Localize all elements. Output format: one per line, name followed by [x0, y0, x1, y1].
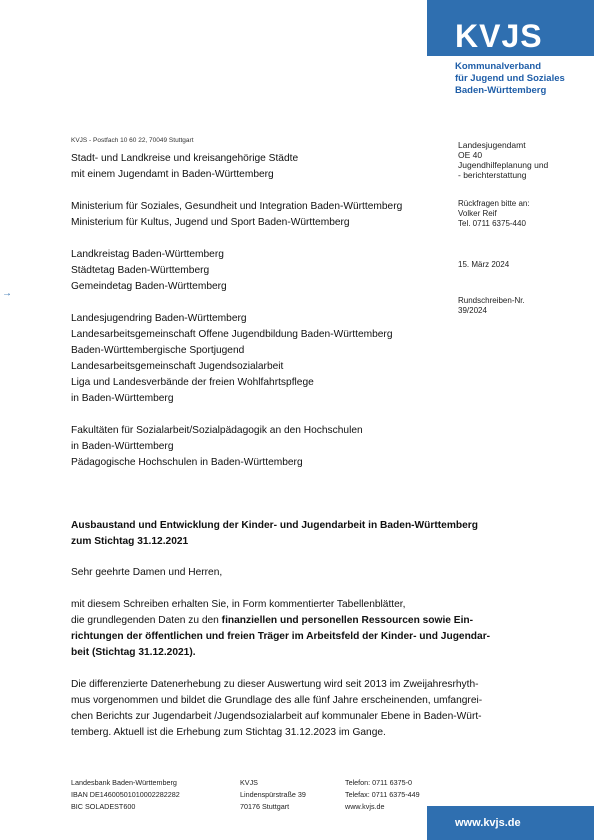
logo-line: Baden-Württemberg [455, 85, 547, 96]
url-badge-link[interactable]: www.kvjs.de [455, 817, 521, 829]
body-line: chen Berichts zur Jugendarbeit /Jugendsozialarbeit auf kommunaler Ebene in Baden-Würt- [71, 711, 482, 722]
body-bold-text: finanziellen und personellen Ressourcen sowie Ein- [221, 615, 474, 626]
recipient-group-2 [71, 199, 402, 231]
footer-contact [345, 777, 420, 813]
footer-line: Telefax: 0711 6375-449 [345, 790, 420, 799]
letter-date: 15. März 2024 [458, 260, 510, 269]
footer-bank [71, 777, 180, 813]
recipient-line: Baden-Württembergische Sportjugend [71, 345, 245, 356]
body-paragraph-2 [71, 677, 541, 741]
recipient-line: Landesarbeitsgemeinschaft Offene Jugendbildung Baden-Württemberg [71, 329, 393, 340]
circular-label: Rundschreiben-Nr. [458, 296, 525, 305]
recipient-line: Stadt- und Landkreise und kreisangehörige Städte [71, 153, 299, 164]
footer-line: Telefon: 0711 6375-0 [345, 778, 413, 787]
circular-number [458, 296, 525, 316]
fold-mark-arrow-icon: → [2, 288, 12, 299]
recipient-line: Landkreistag Baden-Württemberg [71, 249, 224, 260]
body-bold-line: richtungen der öffentlichen und freien Träger im Arbeitsfeld der Kinder- und Jugendar- [71, 631, 491, 642]
recipient-line: mit einem Jugendamt in Baden-Württemberg [71, 169, 274, 180]
sender-return-address: KVJS - Postfach 10 60 22, 70049 Stuttgart [71, 137, 194, 144]
department-line: - berichterstattung [458, 170, 527, 180]
footer-line: Lindenspürstraße 39 [240, 790, 306, 799]
footer-line: KVJS [240, 778, 258, 787]
footer-line: 70176 Stuttgart [240, 802, 290, 811]
footer-line: Landesbank Baden-Württemberg [71, 778, 177, 787]
footer-line: BIC SOLADEST600 [71, 802, 136, 811]
recipient-line: Landesjugendring Baden-Württemberg [71, 313, 247, 324]
department-line: OE 40 [458, 150, 483, 160]
body-line-mixed [71, 613, 541, 629]
body-line: Die differenzierte Datenerhebung zu dieser Auswertung wird seit 2013 im Zweijahresrhyth- [71, 679, 479, 690]
recipient-line: Städtetag Baden-Württemberg [71, 265, 210, 276]
body-text: die grundlegenden Daten zu den [71, 615, 222, 626]
recipient-group-5 [71, 423, 363, 471]
body-paragraph-1 [71, 597, 541, 661]
recipient-line: Ministerium für Soziales, Gesundheit und Integration Baden-Württemberg [71, 201, 403, 212]
body-line: mit diesem Schreiben erhalten Sie, in Form kommentierter Tabellenblätter, [71, 599, 406, 610]
recipient-line: Fakultäten für Sozialarbeit/Sozialpädagogik an den Hochschulen [71, 425, 363, 436]
footer-address [240, 777, 306, 813]
body-line: mus vorgenommen und bildet die Grundlage des alle fünf Jahre erscheinenden, umfangrei- [71, 695, 483, 706]
logo-brand: KVJS [455, 18, 543, 54]
recipient-group-1 [71, 151, 298, 183]
contact-line: Rückfragen bitte an: [458, 199, 530, 208]
footer-line: IBAN DE14600501010002282282 [71, 790, 180, 799]
salutation: Sehr geehrte Damen und Herren, [71, 567, 223, 578]
recipient-line: Pädagogische Hochschulen in Baden-Württemberg [71, 457, 303, 468]
body-line: temberg. Aktuell ist die Erhebung zum Stichtag 31.12.2023 im Gange. [71, 727, 386, 738]
contact-info [458, 199, 530, 229]
contact-line: Tel. 0711 6375-440 [458, 219, 526, 228]
subject-line: Ausbaustand und Entwicklung der Kinder- und Jugendarbeit in Baden-Württemberg [71, 520, 478, 531]
department-info [458, 140, 548, 180]
department-line: Jugendhilfeplanung und [458, 160, 549, 170]
letter-subject [71, 518, 478, 550]
logo-line: Kommunalverband [455, 61, 542, 72]
recipient-group-4 [71, 311, 393, 407]
footer-website-link[interactable]: www.kvjs.de [345, 802, 385, 811]
recipient-line: Landesarbeitsgemeinschaft Jugendsozialarbeit [71, 361, 284, 372]
logo-subtitle [455, 61, 565, 97]
circular-value: 39/2024 [458, 306, 487, 315]
contact-line: Volker Reif [458, 209, 497, 218]
subject-line: zum Stichtag 31.12.2021 [71, 536, 189, 547]
department-line: Landesjugendamt [458, 140, 526, 150]
recipient-line: in Baden-Württemberg [71, 441, 174, 452]
recipient-line: in Baden-Württemberg [71, 393, 174, 404]
recipient-group-3 [71, 247, 227, 295]
recipient-line: Liga und Landesverbände der freien Wohlfahrtspflege [71, 377, 314, 388]
recipient-line: Ministerium für Kultus, Jugend und Sport Baden-Württemberg [71, 217, 350, 228]
logo-line: für Jugend und Soziales [455, 73, 565, 84]
recipient-line: Gemeindetag Baden-Württemberg [71, 281, 227, 292]
body-bold-line: beit (Stichtag 31.12.2021). [71, 647, 196, 658]
